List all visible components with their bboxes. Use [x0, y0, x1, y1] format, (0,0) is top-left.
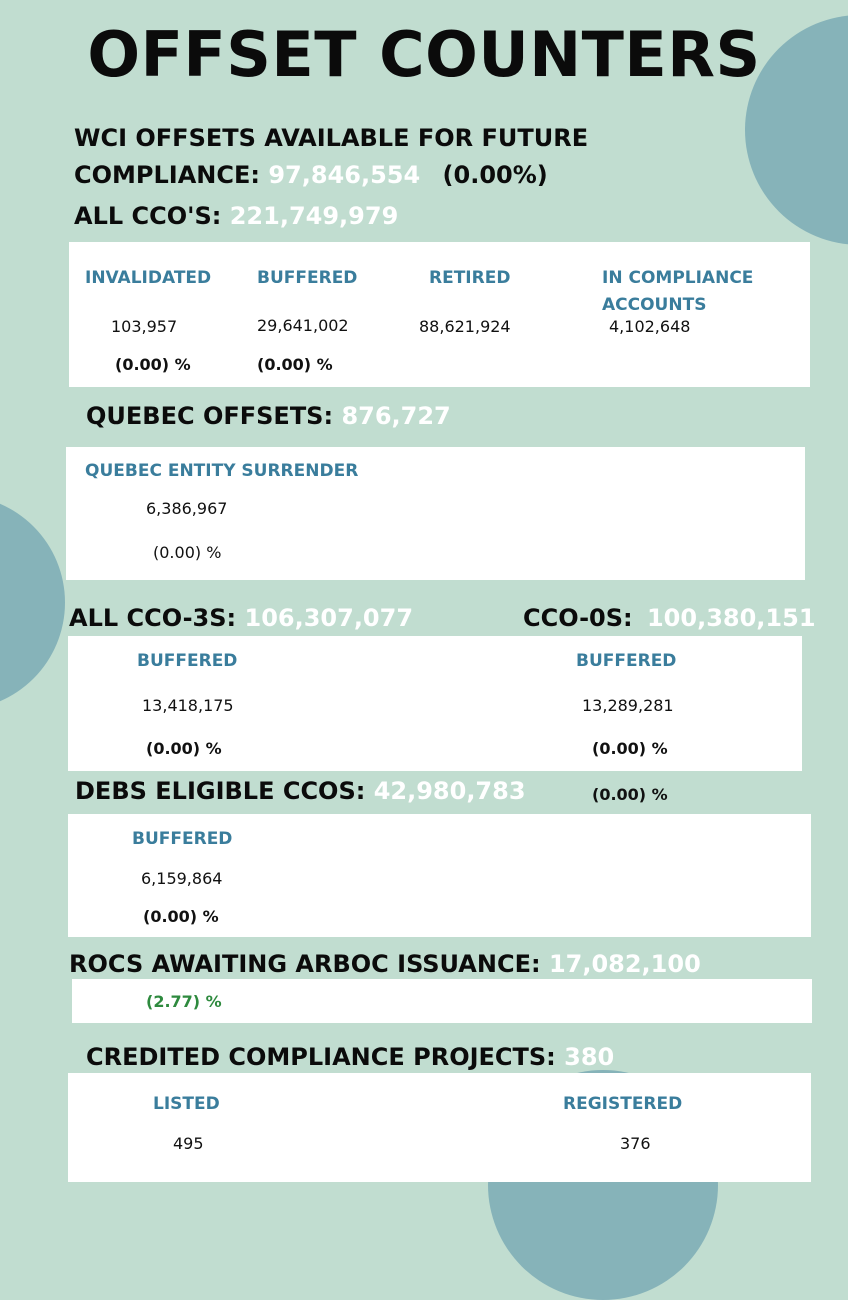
rocs-label: ROCS AWAITING ARBOC ISSUANCE:: [69, 950, 541, 978]
all-ccos-heading: [74, 202, 398, 230]
cco0s-extra-percent: (0.00) %: [592, 785, 668, 804]
quebec-heading: [86, 402, 451, 430]
listed-label: LISTED: [153, 1094, 220, 1114]
debs-label: DEBS ELIGIBLE CCOS:: [75, 777, 366, 805]
invalidated-percent: (0.00) %: [115, 355, 191, 374]
all-ccos-value: 221,749,979: [229, 202, 399, 230]
rocs-value: 17,082,100: [548, 950, 701, 978]
quebec-value: 876,727: [341, 402, 451, 430]
quebec-surrender-value: 6,386,967: [146, 499, 228, 518]
page-title: OFFSET COUNTERS: [87, 18, 761, 91]
wci-value: 97,846,554: [268, 161, 421, 189]
cco0s-value: 100,380,151: [646, 604, 816, 632]
in-compliance-value: 4,102,648: [609, 317, 691, 336]
cco0s-buffered-label: BUFFERED: [576, 651, 677, 671]
registered-value: 376: [620, 1134, 651, 1153]
registered-label: REGISTERED: [563, 1094, 683, 1114]
cco3s-buffered-percent: (0.00) %: [146, 739, 222, 758]
cco3s-buffered-value: 13,418,175: [142, 696, 234, 715]
debs-buffered-label: BUFFERED: [132, 829, 233, 849]
cco3s-buffered-label: BUFFERED: [137, 651, 238, 671]
retired-value: 88,621,924: [419, 317, 511, 336]
rocs-heading: [69, 950, 701, 978]
cco0s-buffered-value: 13,289,281: [582, 696, 674, 715]
buffered-value: 29,641,002: [257, 316, 349, 335]
cco3s-heading: [69, 604, 413, 632]
quebec-label: QUEBEC OFFSETS:: [86, 402, 334, 430]
retired-label: RETIRED: [429, 268, 511, 288]
debs-buffered-value: 6,159,864: [141, 869, 223, 888]
cco0s-buffered-percent: (0.00) %: [592, 739, 668, 758]
cco3s-label: ALL CCO-3S:: [69, 604, 237, 632]
projects-heading: [86, 1043, 614, 1071]
debs-buffered-percent: (0.00) %: [143, 907, 219, 926]
debs-panel: [68, 814, 811, 937]
in-compliance-label-line1: IN COMPLIANCE: [602, 268, 754, 288]
cco0s-heading: [523, 604, 816, 632]
cco-buffered-panel: [68, 636, 802, 771]
debs-heading: [75, 777, 526, 805]
quebec-surrender-label: QUEBEC ENTITY SURRENDER: [85, 461, 359, 481]
decorative-circle-left: [0, 495, 65, 710]
projects-value: 380: [564, 1043, 615, 1071]
rocs-panel: [72, 979, 812, 1023]
listed-value: 495: [173, 1134, 204, 1153]
cco0s-label: CCO-0S:: [523, 604, 633, 632]
invalidated-label: INVALIDATED: [85, 268, 212, 288]
wci-label: COMPLIANCE:: [74, 161, 260, 189]
wci-heading-line2: [74, 161, 548, 189]
projects-panel: [68, 1073, 811, 1182]
rocs-percent: (2.77) %: [146, 992, 222, 1011]
wci-heading-line1: WCI OFFSETS AVAILABLE FOR FUTURE: [74, 124, 589, 152]
in-compliance-label-line2: ACCOUNTS: [602, 295, 707, 315]
debs-value: 42,980,783: [373, 777, 526, 805]
all-ccos-panel: [69, 242, 810, 387]
buffered-label: BUFFERED: [257, 268, 358, 288]
quebec-surrender-percent: (0.00) %: [153, 543, 222, 562]
cco3s-value: 106,307,077: [244, 604, 414, 632]
wci-percent: (0.00%): [442, 161, 548, 189]
buffered-percent: (0.00) %: [257, 355, 333, 374]
projects-label: CREDITED COMPLIANCE PROJECTS:: [86, 1043, 556, 1071]
invalidated-value: 103,957: [111, 317, 178, 336]
quebec-panel: [66, 447, 805, 580]
all-ccos-label: ALL CCO'S:: [74, 202, 222, 230]
